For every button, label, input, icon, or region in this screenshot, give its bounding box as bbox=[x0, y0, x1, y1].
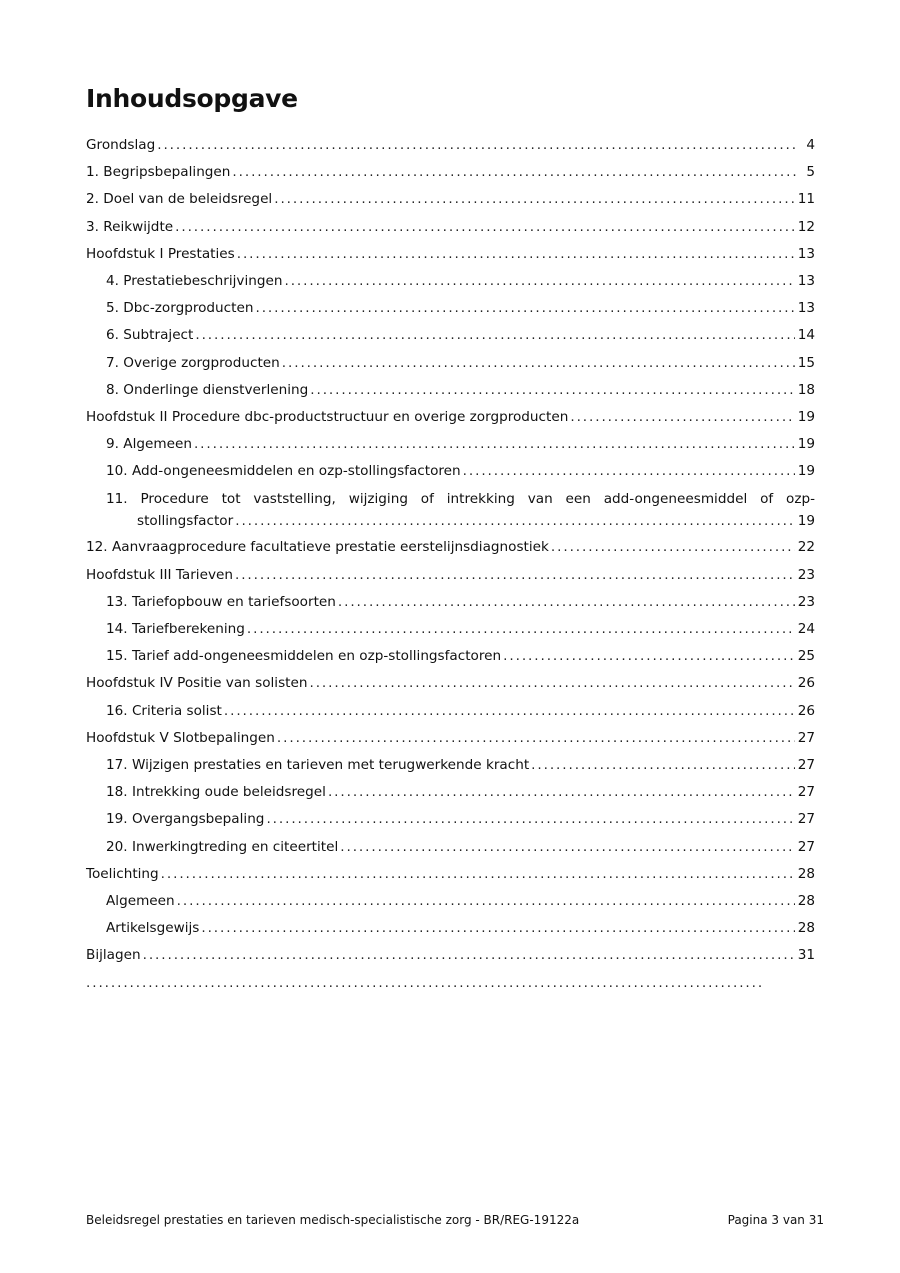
dot-leader bbox=[157, 132, 798, 159]
toc-entry-page: 28 bbox=[797, 892, 815, 909]
toc-entry[interactable] bbox=[86, 132, 815, 159]
toc-entry[interactable] bbox=[86, 725, 815, 752]
dot-leader bbox=[232, 159, 798, 186]
toc-entry-page: 31 bbox=[797, 947, 815, 964]
toc-entry[interactable] bbox=[86, 214, 815, 241]
toc-entry[interactable] bbox=[86, 670, 815, 697]
toc-entry-page: 27 bbox=[797, 729, 815, 746]
toc-entry-label: 3. Reikwijdte bbox=[86, 214, 175, 241]
toc-entry-page: 15 bbox=[797, 354, 815, 371]
toc-entry[interactable] bbox=[86, 861, 815, 888]
toc-entry-page: 14 bbox=[797, 327, 815, 344]
toc-entry[interactable] bbox=[86, 643, 815, 670]
toc-entry[interactable] bbox=[86, 698, 815, 725]
dot-leader bbox=[282, 350, 795, 377]
dot-leader bbox=[201, 915, 794, 942]
dot-leader bbox=[340, 834, 794, 861]
toc-entry-label: Grondslag bbox=[86, 132, 157, 159]
toc-entry-page: 5 bbox=[806, 164, 815, 181]
toc-entry-label: 18. Intrekking oude beleidsregel bbox=[106, 779, 328, 806]
toc-entry-label: 1. Begripsbepalingen bbox=[86, 159, 232, 186]
toc-entry[interactable] bbox=[86, 350, 815, 377]
toc-entry[interactable] bbox=[86, 806, 815, 833]
dot-leader bbox=[463, 458, 795, 485]
toc-entry[interactable] bbox=[86, 377, 815, 404]
toc-entry-page: 19 bbox=[797, 408, 815, 425]
toc-entry[interactable] bbox=[86, 915, 815, 942]
toc-entry[interactable] bbox=[86, 241, 815, 268]
dot-leader bbox=[531, 752, 795, 779]
dot-leader bbox=[177, 888, 795, 915]
toc-entry[interactable] bbox=[86, 562, 815, 589]
dot-leader bbox=[310, 377, 794, 404]
toc-entry-label: Hoofdstuk II Procedure dbc-productstructuur en overige zorgproducten bbox=[86, 404, 570, 431]
toc-entry-label: Artikelsgewijs bbox=[106, 915, 201, 942]
dot-leader bbox=[284, 268, 794, 295]
dot-leader bbox=[570, 404, 794, 431]
toc-entry-page: 19 bbox=[797, 513, 815, 530]
toc-entry-page: 23 bbox=[797, 593, 815, 610]
dot-leader bbox=[277, 725, 795, 752]
dot-leader bbox=[247, 616, 795, 643]
toc-entry-label: Bijlagen bbox=[86, 942, 143, 969]
dot-leader bbox=[224, 698, 795, 725]
toc-entry[interactable] bbox=[86, 268, 815, 295]
toc-entry-page: 12 bbox=[797, 218, 815, 235]
dot-leader bbox=[274, 186, 794, 213]
toc-entry-label: 17. Wijzigen prestaties en tarieven met terugwerkende kracht bbox=[106, 752, 531, 779]
footer-document-title: Beleidsregel prestaties en tarieven medisch-specialistische zorg - BR/REG-19122a bbox=[86, 1213, 580, 1227]
page-footer bbox=[86, 1213, 824, 1227]
toc-entry-page: 13 bbox=[797, 300, 815, 317]
dot-leader bbox=[328, 779, 795, 806]
toc-entry-label: 11. Procedure tot vaststelling, wijziging of intrekking van een add-ongeneesmiddel of ozp- bbox=[106, 491, 815, 508]
dot-leader bbox=[255, 295, 794, 322]
toc-entry[interactable] bbox=[86, 834, 815, 861]
page-title: Inhoudsopgave bbox=[86, 84, 298, 113]
dot-leader bbox=[235, 562, 795, 589]
toc-entry[interactable] bbox=[86, 752, 815, 779]
toc-entry-label: 19. Overgangsbepaling bbox=[106, 806, 266, 833]
toc-entry-page: 19 bbox=[797, 463, 815, 480]
toc-entry-page: 4 bbox=[806, 137, 815, 153]
toc-entry[interactable] bbox=[86, 589, 815, 616]
toc-entry[interactable] bbox=[86, 888, 815, 915]
toc-entry-label: 5. Dbc-zorgproducten bbox=[106, 295, 255, 322]
toc-entry-page: 13 bbox=[797, 245, 815, 262]
toc-entry-page: 11 bbox=[797, 191, 815, 208]
toc-entry[interactable] bbox=[86, 186, 815, 213]
toc-entry-page: 22 bbox=[797, 539, 815, 556]
toc-entry-label: 14. Tariefberekening bbox=[106, 616, 247, 643]
toc-entry-page: 19 bbox=[797, 436, 815, 453]
toc-entry-label: Toelichting bbox=[86, 861, 161, 888]
toc-entry-label: 9. Algemeen bbox=[106, 431, 194, 458]
dot-leader bbox=[195, 322, 794, 349]
table-of-contents bbox=[86, 132, 815, 969]
dot-leader bbox=[175, 214, 795, 241]
toc-entry[interactable] bbox=[86, 534, 815, 561]
toc-entry[interactable] bbox=[86, 942, 815, 969]
toc-entry[interactable] bbox=[86, 616, 815, 643]
trailing-dot-leader bbox=[86, 975, 764, 991]
toc-entry-label: 10. Add-ongeneesmiddelen en ozp-stollingsfactoren bbox=[106, 458, 463, 485]
toc-entry-page: 26 bbox=[797, 702, 815, 719]
toc-entry-label: 16. Criteria solist bbox=[106, 698, 224, 725]
toc-entry-page: 18 bbox=[797, 381, 815, 398]
toc-entry[interactable] bbox=[86, 485, 815, 534]
toc-entry[interactable] bbox=[86, 458, 815, 485]
toc-entry-label: Hoofdstuk III Tarieven bbox=[86, 562, 235, 589]
dot-leader bbox=[551, 534, 795, 561]
toc-entry-label: 8. Onderlinge dienstverlening bbox=[106, 377, 310, 404]
toc-entry-label: 13. Tariefopbouw en tariefsoorten bbox=[106, 589, 338, 616]
toc-entry-page: 27 bbox=[797, 838, 815, 855]
toc-entry-label: Hoofdstuk IV Positie van solisten bbox=[86, 670, 309, 697]
dot-leader bbox=[143, 942, 795, 969]
toc-entry-page: 28 bbox=[797, 865, 815, 882]
toc-entry[interactable] bbox=[86, 404, 815, 431]
toc-entry-label: 20. Inwerkingtreding en citeertitel bbox=[106, 834, 340, 861]
toc-entry[interactable] bbox=[86, 159, 815, 186]
toc-entry-page: 28 bbox=[797, 920, 815, 937]
toc-entry-label: 7. Overige zorgproducten bbox=[106, 350, 282, 377]
dot-leader bbox=[161, 861, 795, 888]
dot-leader bbox=[235, 510, 794, 534]
dot-leader bbox=[266, 806, 794, 833]
toc-entry-page: 13 bbox=[797, 272, 815, 289]
toc-entry-label: Hoofdstuk I Prestaties bbox=[86, 241, 237, 268]
toc-entry-label: 2. Doel van de beleidsregel bbox=[86, 186, 274, 213]
toc-entry-label: Hoofdstuk V Slotbepalingen bbox=[86, 725, 277, 752]
footer-page-number: Pagina 3 van 31 bbox=[727, 1213, 824, 1227]
toc-entry[interactable] bbox=[86, 779, 815, 806]
dot-leader bbox=[503, 643, 795, 670]
toc-entry-label: 15. Tarief add-ongeneesmiddelen en ozp-stollingsfactoren bbox=[106, 643, 503, 670]
dot-leader bbox=[194, 431, 795, 458]
toc-entry-page: 25 bbox=[797, 648, 815, 665]
toc-entry-page: 27 bbox=[797, 811, 815, 828]
toc-entry-page: 27 bbox=[797, 756, 815, 773]
toc-entry-page: 26 bbox=[797, 675, 815, 692]
toc-entry[interactable] bbox=[86, 322, 815, 349]
toc-entry-label-continued: stollingsfactor bbox=[137, 510, 235, 534]
toc-entry-page: 24 bbox=[797, 621, 815, 637]
toc-entry-page: 27 bbox=[797, 784, 815, 801]
toc-entry-label: 12. Aanvraagprocedure facultatieve prestatie eerstelijnsdiagnostiek bbox=[86, 534, 551, 561]
toc-entry-label: Algemeen bbox=[106, 888, 177, 915]
toc-entry[interactable] bbox=[86, 295, 815, 322]
dot-leader bbox=[237, 241, 795, 268]
toc-entry-page: 23 bbox=[797, 566, 815, 583]
dot-leader bbox=[338, 589, 795, 616]
dot-leader bbox=[309, 670, 794, 697]
toc-entry[interactable] bbox=[86, 431, 815, 458]
toc-entry-label: 4. Prestatiebeschrijvingen bbox=[106, 268, 284, 295]
toc-entry-label: 6. Subtraject bbox=[106, 322, 195, 349]
